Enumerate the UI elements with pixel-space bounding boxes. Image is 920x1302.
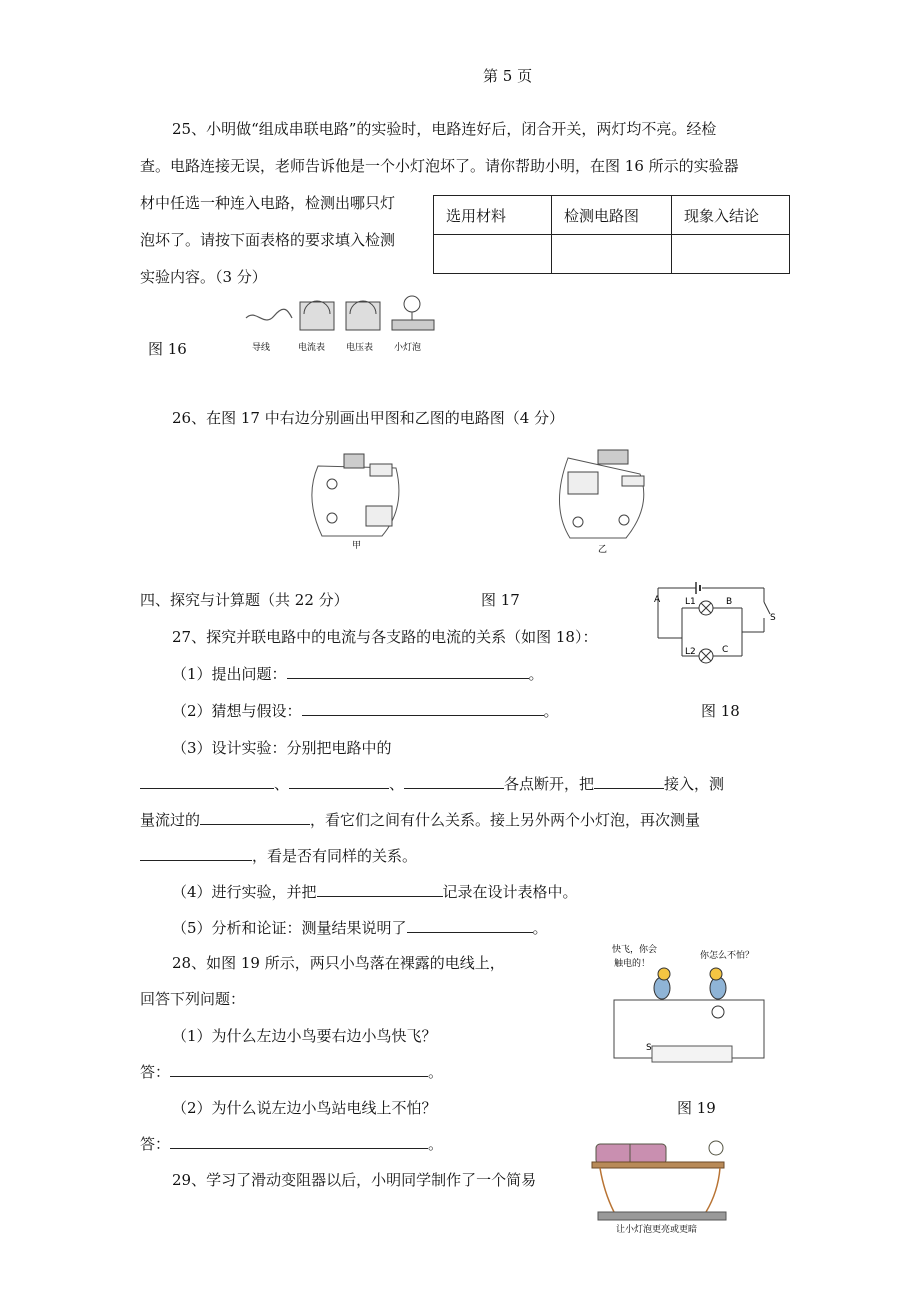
fig18-caption: 图 18: [701, 702, 740, 720]
q28-sub2: （2）为什么说左边小鸟站电线上不怕？: [172, 1099, 437, 1117]
q28-answer2-blank[interactable]: [170, 1134, 428, 1149]
q25-line2: 查。电路连接无误，老师告诉他是一个小灯泡坏了。请你帮助小明，在图 16 所示的实验器: [140, 157, 739, 175]
fig16-label-wire: 导线: [252, 343, 271, 353]
fig18-parallel-circuit: [652, 580, 782, 672]
fig16-caption: 图 16: [148, 340, 187, 358]
q28-answer1-blank[interactable]: [170, 1062, 428, 1077]
fig19-bubble-left-2: 触电的！: [614, 959, 651, 969]
q25-line5: 实验内容。（3 分）: [140, 268, 267, 286]
q27-part2-label: （2）猜想与假设：: [172, 702, 302, 720]
q27-sep1: 、: [274, 775, 290, 793]
fig29-dimmer-illustration: [588, 1132, 740, 1238]
q27-blank-point2[interactable]: [289, 774, 389, 789]
q27-sep2: 、: [389, 775, 405, 793]
q27-part3-line2: [140, 774, 724, 794]
section4-title: 四、探究与计算题（共 22 分）: [140, 591, 349, 609]
fig19-switch-label: S: [646, 1043, 652, 1053]
table-header-circuit: 检测电路图: [552, 196, 672, 235]
q27-part2-period: 。: [543, 702, 559, 720]
fig16-label-bulb: 小灯泡: [394, 343, 422, 353]
fig16-label-ammeter: 电流表: [298, 343, 326, 353]
q26-text: 26、在图 17 中右边分别画出甲图和乙图的电路图（4 分）: [172, 409, 565, 427]
q28-line1: 28、如图 19 所示，两只小鸟落在裸露的电线上，: [172, 954, 505, 972]
fig17-caption: 图 17: [481, 591, 520, 609]
q27-part3-line3: [140, 810, 700, 830]
fig18-label-a: A: [654, 595, 661, 605]
q27-part1-blank[interactable]: [287, 664, 529, 679]
table-cell-material[interactable]: [434, 235, 552, 274]
fig17-label-yi: 乙: [598, 545, 608, 554]
q25-line1: 25、小明做“组成串联电路”的实验时，电路连好后，闭合开关，两灯均不亮。经检: [172, 120, 717, 138]
q27-part3-label: （3）设计实验：分别把电路中的: [172, 739, 392, 757]
fig29-caption: 让小灯泡更亮或更暗: [616, 1225, 698, 1235]
fig19-bubble-left-1: 快飞，你会: [612, 945, 658, 955]
fig19-bubble-right: 你怎么不怕？: [700, 951, 755, 961]
q27-blank-remeasure[interactable]: [140, 846, 252, 861]
q28-answer2-period: 。: [428, 1135, 444, 1153]
page-number: 第 5 页: [483, 67, 533, 85]
q28-line2: 回答下列问题：: [140, 990, 246, 1008]
fig19-birds-illustration: [608, 938, 770, 1074]
q28-answer1-period: 。: [428, 1063, 444, 1081]
q27-part4-b: 记录在设计表格中。: [442, 883, 578, 901]
q27-blank-point1[interactable]: [140, 774, 274, 789]
q27-part1-label: （1）提出问题：: [172, 665, 287, 683]
fig18-label-b: B: [726, 597, 733, 607]
q27-part2: [172, 701, 559, 721]
q25-line4: 泡坏了。请按下面表格的要求填入检测: [140, 231, 396, 249]
q27-part3-line3-b: ，看它们之间有什么关系。接上另外两个小灯泡，再次测量: [310, 811, 701, 829]
table-cell-conclusion[interactable]: [672, 235, 790, 274]
q28-answer1: [140, 1062, 443, 1082]
q27-blank-point3[interactable]: [404, 774, 504, 789]
fig19-caption: 图 19: [677, 1099, 716, 1117]
q27-part3-mid1: 各点断开，把: [504, 775, 595, 793]
table-row: [434, 196, 790, 235]
q28-sub1: （1）为什么左边小鸟要右边小鸟快飞？: [172, 1027, 437, 1045]
q28-answer1-label: 答：: [140, 1063, 171, 1081]
fig17-left-circuit: [300, 448, 420, 552]
q28-answer2-label: 答：: [140, 1135, 171, 1153]
q27-part2-blank[interactable]: [302, 701, 544, 716]
table-header-material: 选用材料: [434, 196, 552, 235]
fig16-equipment: [242, 286, 442, 358]
table-cell-circuit[interactable]: [552, 235, 672, 274]
fig18-label-l1: L1: [685, 597, 696, 607]
q27-part4-a: （4）进行实验，并把: [172, 883, 317, 901]
q27-part3-mid2: 接入，测: [664, 775, 725, 793]
q27-part3-line3-a: 量流过的: [140, 811, 201, 829]
q27-blank-instrument[interactable]: [594, 774, 664, 789]
q27-part5-period: 。: [532, 919, 548, 937]
table-header-conclusion: 现象入结论: [672, 196, 790, 235]
q27-blank-current[interactable]: [200, 810, 310, 825]
q27-part5-label: （5）分析和论证：测量结果说明了: [172, 919, 407, 937]
fig17-label-jia: 甲: [352, 541, 362, 551]
q25-answer-table: [433, 195, 790, 274]
q25-line3: 材中任选一种连入电路，检测出哪只灯: [140, 194, 396, 212]
q27-part1-period: 。: [528, 665, 544, 683]
q27-blank-record[interactable]: [317, 882, 443, 897]
q29-line1: 29、学习了滑动变阻器以后，小明同学制作了一个简易: [172, 1171, 537, 1189]
q27-part1: [172, 664, 544, 684]
q27-blank-conclusion[interactable]: [407, 918, 533, 933]
table-row: [434, 235, 790, 274]
fig18-label-s: S: [770, 613, 776, 623]
q27-part4: [172, 882, 578, 902]
q27-part3-line4-text: ，看是否有同样的关系。: [252, 847, 418, 865]
q28-answer2: [140, 1134, 443, 1154]
fig18-label-l2: L2: [685, 647, 696, 657]
fig17-right-circuit: [548, 446, 658, 554]
fig16-label-voltmeter: 电压表: [346, 343, 374, 353]
fig18-label-c: C: [722, 645, 729, 655]
q27-part3-line4: [140, 846, 417, 866]
q27-intro: 27、探究并联电路中的电流与各支路的电流的关系（如图 18）：: [172, 628, 598, 646]
q27-part5: [172, 918, 548, 938]
